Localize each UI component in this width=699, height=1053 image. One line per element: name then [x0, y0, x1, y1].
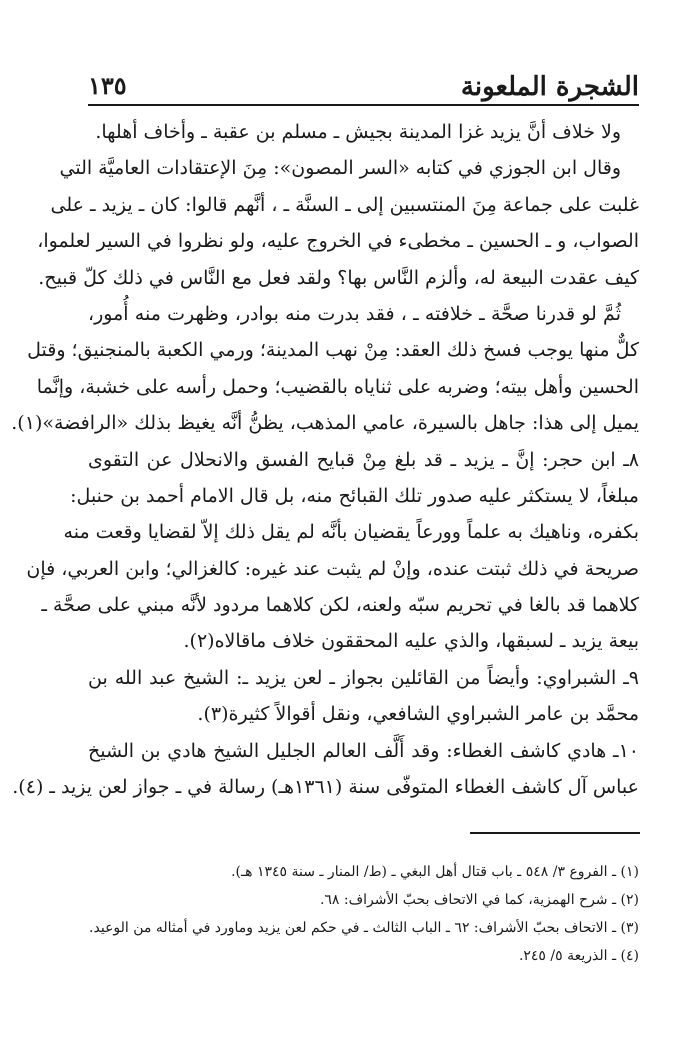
body-text [11, 114, 639, 805]
text-line: ١٠ـ هادي كاشف الغطاء: وقد أَلَّف العالم الجليل الشيخ هادي بن الشيخ [88, 739, 639, 762]
running-header [88, 58, 639, 106]
text-line: بيعة يزيد ـ لسبقها، والذي عليه المحققون خلاف ماقالاه(٢). [183, 630, 639, 653]
text-line: وقال ابن الجوزي في كتابه «السر المصون»: مِنَ الإعتقادات العاميَّة التي [59, 157, 621, 180]
footnote: (٤) ـ الذريعة ٥/ ٢٤٥. [518, 948, 639, 964]
text-line: صريحة في ذلك ثبتت عنده، وإنْ لم يثبت عند غيره: كالغزالي؛ وابن العربي، فإن [26, 557, 639, 580]
footnotes [88, 858, 639, 970]
text-line: كيف عقدت البيعة له، وألزم النَّاس بها؟ ولقد فعل مع النَّاس في ذلك كلّ قبيح. [38, 266, 639, 289]
text-line: الحسين وأهل بيته؛ وضربه على ثناياه بالقضيب؛ وحمل رأسه على خشبة، وإنَّما [36, 375, 639, 398]
text-line: محمَّد بن عامر الشبراوي الشافعي، ونقل أقوالاً كثيرة(٣). [197, 703, 639, 726]
text-line: كلٌّ منها يوجب فسخ ذلك العقد: مِنْ نهب المدينة؛ ورمي الكعبة بالمنجنيق؛ وقتل [27, 339, 639, 362]
footnote: (٢) ـ شرح الهمزية، كما في الاتحاف بحبّ الأشراف: ٦٨. [319, 892, 639, 908]
text-line: مبلغاً، لا يستكثر عليه صدور تلك القبائح منه، بل قال الامام أحمد بن حنبل: [70, 484, 639, 507]
text-line: الصواب، و ـ الحسين ـ مخطىء في الخروج عليه، ولو نظروا في السير لعلموا، [37, 230, 639, 253]
page-title: الشجرة الملعونة [460, 72, 639, 102]
text-line: ٨ـ ابن حجر: إنَّ ـ يزيد ـ قد بلغ مِنْ قبايح الفسق والانحلال عن التقوى [88, 448, 639, 471]
text-line: كلاهما قد بالغا في تحريم سبّه ولعنه، لكن كلاهما مردود لأنَّه مبني على صحَّة ـ [41, 594, 639, 617]
footnote: (٣) ـ الاتحاف بحبّ الأشراف: ٦٢ ـ الباب الثالث ـ في حكم لعن يزيد وماورد في أمثاله من الوعيد. [89, 920, 639, 936]
text-line: غلبت على جماعة مِنَ المنتسبين إلى ـ السنَّة ـ ، أنَّهم قالوا: كان ـ يزيد ـ على [50, 193, 639, 216]
footnote-divider [470, 832, 640, 834]
text-line: ثُمَّ لو قدرنا صحَّة ـ خلافته ـ ، فقد بدرت منه بوادر، وظهرت منه أُمور، [88, 302, 621, 325]
text-line: ٩ـ الشبراوي: وأيضاً من القائلين بجواز ـ لعن يزيد ـ: الشيخ عبد الله بن [88, 666, 639, 689]
footnote: (١) ـ الفروع ٣/ ٥٤٨ ـ باب قتال أهل البغي ـ (ط/ المنار ـ سنة ١٣٤٥ هـ). [231, 864, 639, 880]
header-divider [88, 104, 639, 106]
text-line: عباس آل كاشف الغطاء المتوفّى سنة (١٣٦١هـ) رسالة في ـ جواز لعن يزيد ـ (٤). [12, 776, 639, 799]
text-line: بكفره، وناهيك به علماً وورعاً يقضيان بأنَّه لم يقل ذلك إلاّ لقضايا وقعت منه [63, 521, 639, 544]
page-number: ١٣٥ [88, 71, 127, 100]
text-line: يميل إلى هذا: جاهل بالسيرة، عامي المذهب، يظنُّ أنَّه يغيظ بذلك «الرافضة»(١). [11, 412, 639, 435]
text-line: ولا خلاف أنَّ يزيد غزا المدينة بجيش ـ مسلم بن عقبة ـ وأخاف أهلها. [95, 121, 621, 143]
